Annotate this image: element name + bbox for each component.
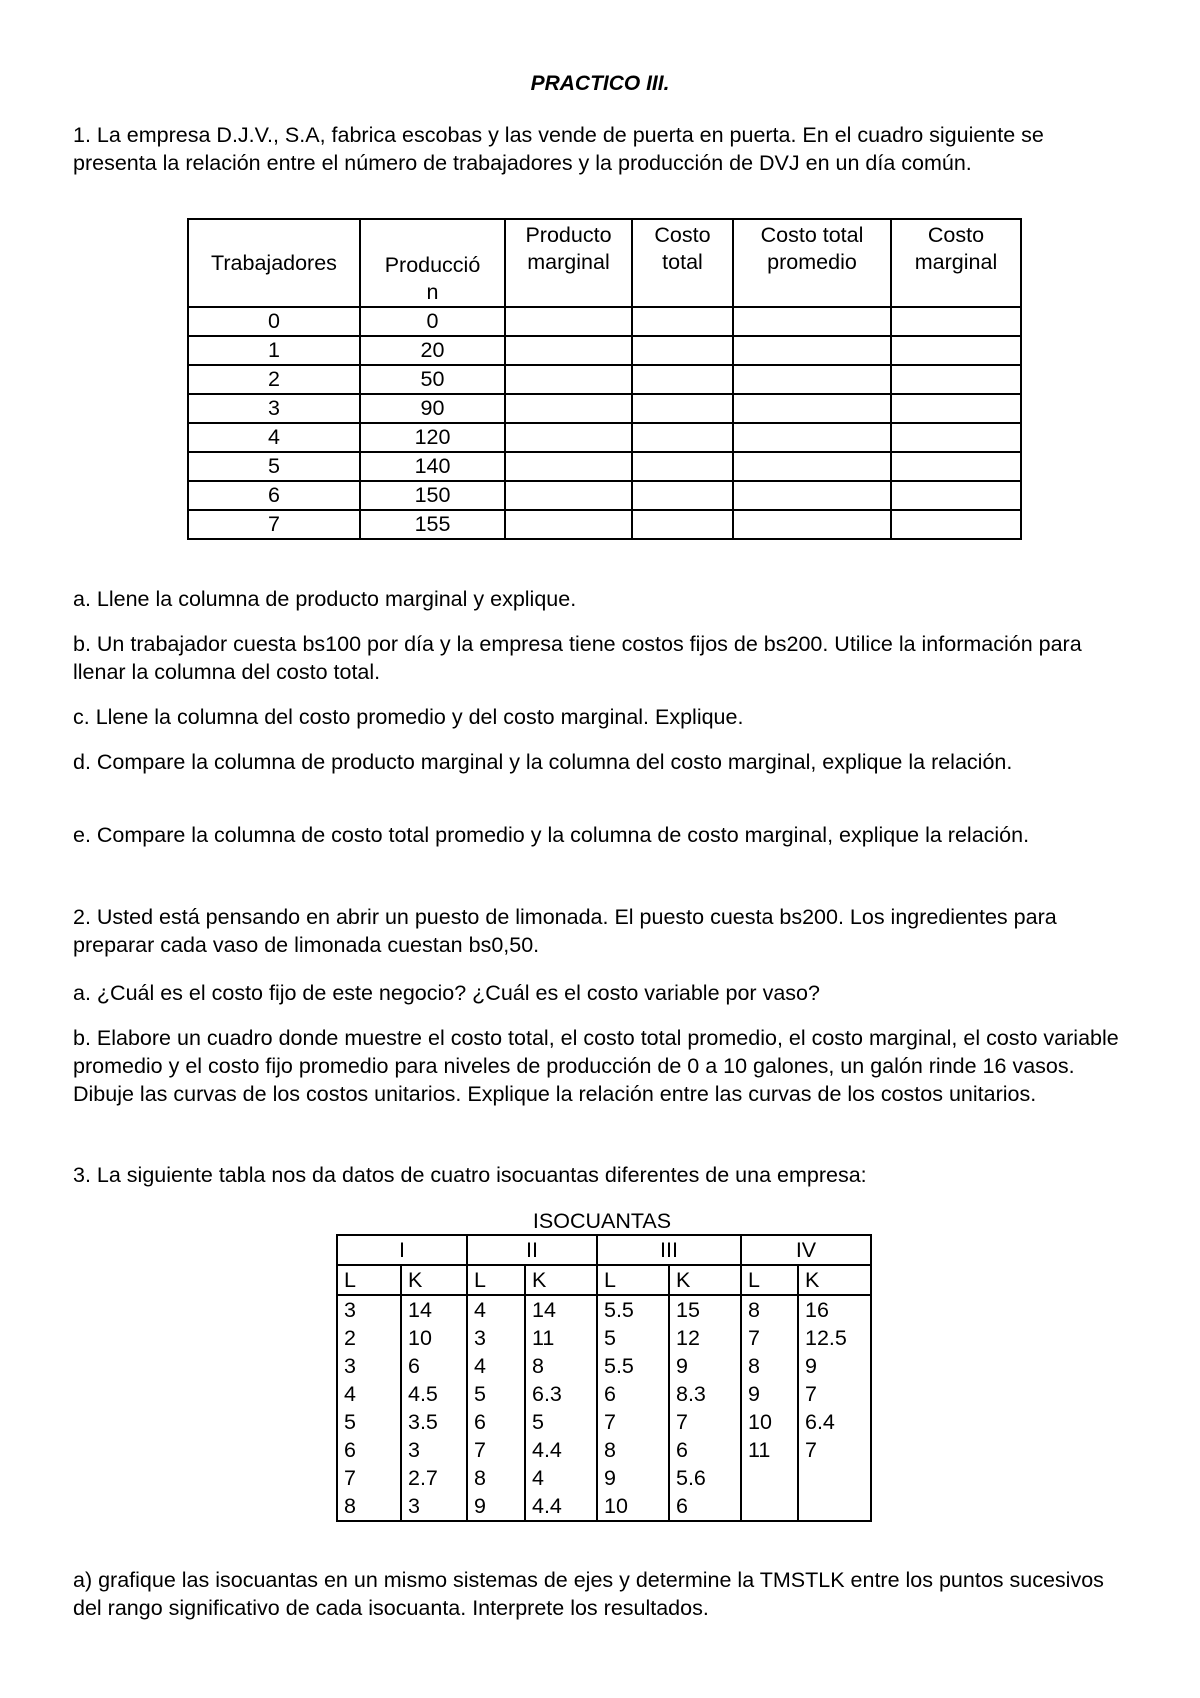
header-costo-marginal: Costo marginal [891, 219, 1021, 307]
isocuantas-caption: ISOCUANTAS [532, 1209, 672, 1233]
table-header-row [188, 219, 1021, 307]
iso-I-K: 14 10 6 4.5 3.5 3 2.7 3 [401, 1295, 467, 1521]
question-2b: b. Elabore un cuadro donde muestre el costo total, el costo total promedio, el costo marginal, el costo variable promedio y el costo fijo promedio para niveles de producción de 0 a 10 galones, un galón rinde 16 vasos. Dibuje las curvas de los costos unitarios. Explique la relación entre las curvas de los costos unitarios. [73, 1026, 1119, 1106]
question-1e: e. Compare la columna de costo total promedio y la columna de costo marginal, explique la relación. [73, 823, 1030, 847]
table-row: 1 20 [188, 336, 1021, 365]
iso-IV-K: 16 12.5 9 7 6.4 7 [798, 1295, 871, 1521]
isoquant-group-row [337, 1235, 871, 1265]
header-produccion: Producció n [360, 219, 505, 307]
header-trabajadores: Trabajadores [188, 219, 360, 307]
isoquant-lk-row: L K L K L K L K [337, 1265, 871, 1295]
question-1b: b. Un trabajador cuesta bs100 por día y la empresa tiene costos fijos de bs200. Utilice la información para llenar la columna del costo total. [73, 632, 1082, 684]
problem-2-statement: 2. Usted está pensando en abrir un puesto de limonada. El puesto cuesta bs200. Los ingredientes para preparar cada vaso de limonada cuestan bs0,50. [73, 905, 1057, 957]
table-row: 7 155 [188, 510, 1021, 539]
iso-III-L: 5.5 5 5.5 6 7 8 9 10 [597, 1295, 669, 1521]
question-1c: c. Llene la columna del costo promedio y del costo marginal. Explique. [73, 705, 744, 729]
question-1d: d. Compare la columna de producto marginal y la columna del costo marginal, explique la relación. [73, 750, 1013, 774]
header-costo-total: Costo total [632, 219, 733, 307]
header-producto-marginal: Producto marginal [505, 219, 632, 307]
table-row: 4 120 [188, 423, 1021, 452]
iso-III-K: 15 12 9 8.3 7 6 5.6 6 [669, 1295, 741, 1521]
table-row: 3 90 [188, 394, 1021, 423]
group-II-header: II [467, 1235, 597, 1265]
isoquant-data-row [337, 1295, 871, 1521]
question-1a: a. Llene la columna de producto marginal y explique. [73, 587, 577, 611]
problem-1-statement: 1. La empresa D.J.V., S.A, fabrica escobas y las vende de puerta en puerta. En el cuadro siguiente se presenta la relación entre el número de trabajadores y la producción de DVJ en un día común. [73, 123, 1044, 175]
table-row: 5 140 [188, 452, 1021, 481]
iso-II-L: 4 3 4 5 6 7 8 9 [467, 1295, 525, 1521]
group-IV-header: IV [741, 1235, 871, 1265]
table-row: 0 0 [188, 307, 1021, 336]
question-3a: a) grafique las isocuantas en un mismo sistemas de ejes y determine la TMSTLK entre los puntos sucesivos del rango significativo de cada isocuanta. Interprete los resultados. [73, 1568, 1104, 1620]
problem-3-statement: 3. La siguiente tabla nos da datos de cuatro isocuantas diferentes de una empresa: [73, 1163, 867, 1187]
group-I-header: I [337, 1235, 467, 1265]
page-title: PRACTICO III. [530, 72, 670, 95]
iso-II-K: 14 11 8 6.3 5 4.4 4 4.4 [525, 1295, 597, 1521]
table-row: 6 150 [188, 481, 1021, 510]
iso-IV-L: 8 7 8 9 10 11 [741, 1295, 798, 1521]
production-table [187, 218, 1022, 540]
iso-I-L: 3 2 3 4 5 6 7 8 [337, 1295, 401, 1521]
group-III-header: III [597, 1235, 741, 1265]
isoquant-table [336, 1234, 872, 1522]
question-2a: a. ¿Cuál es el costo fijo de este negocio? ¿Cuál es el costo variable por vaso? [73, 981, 820, 1005]
header-costo-total-promedio: Costo total promedio [733, 219, 891, 307]
table-row: 2 50 [188, 365, 1021, 394]
